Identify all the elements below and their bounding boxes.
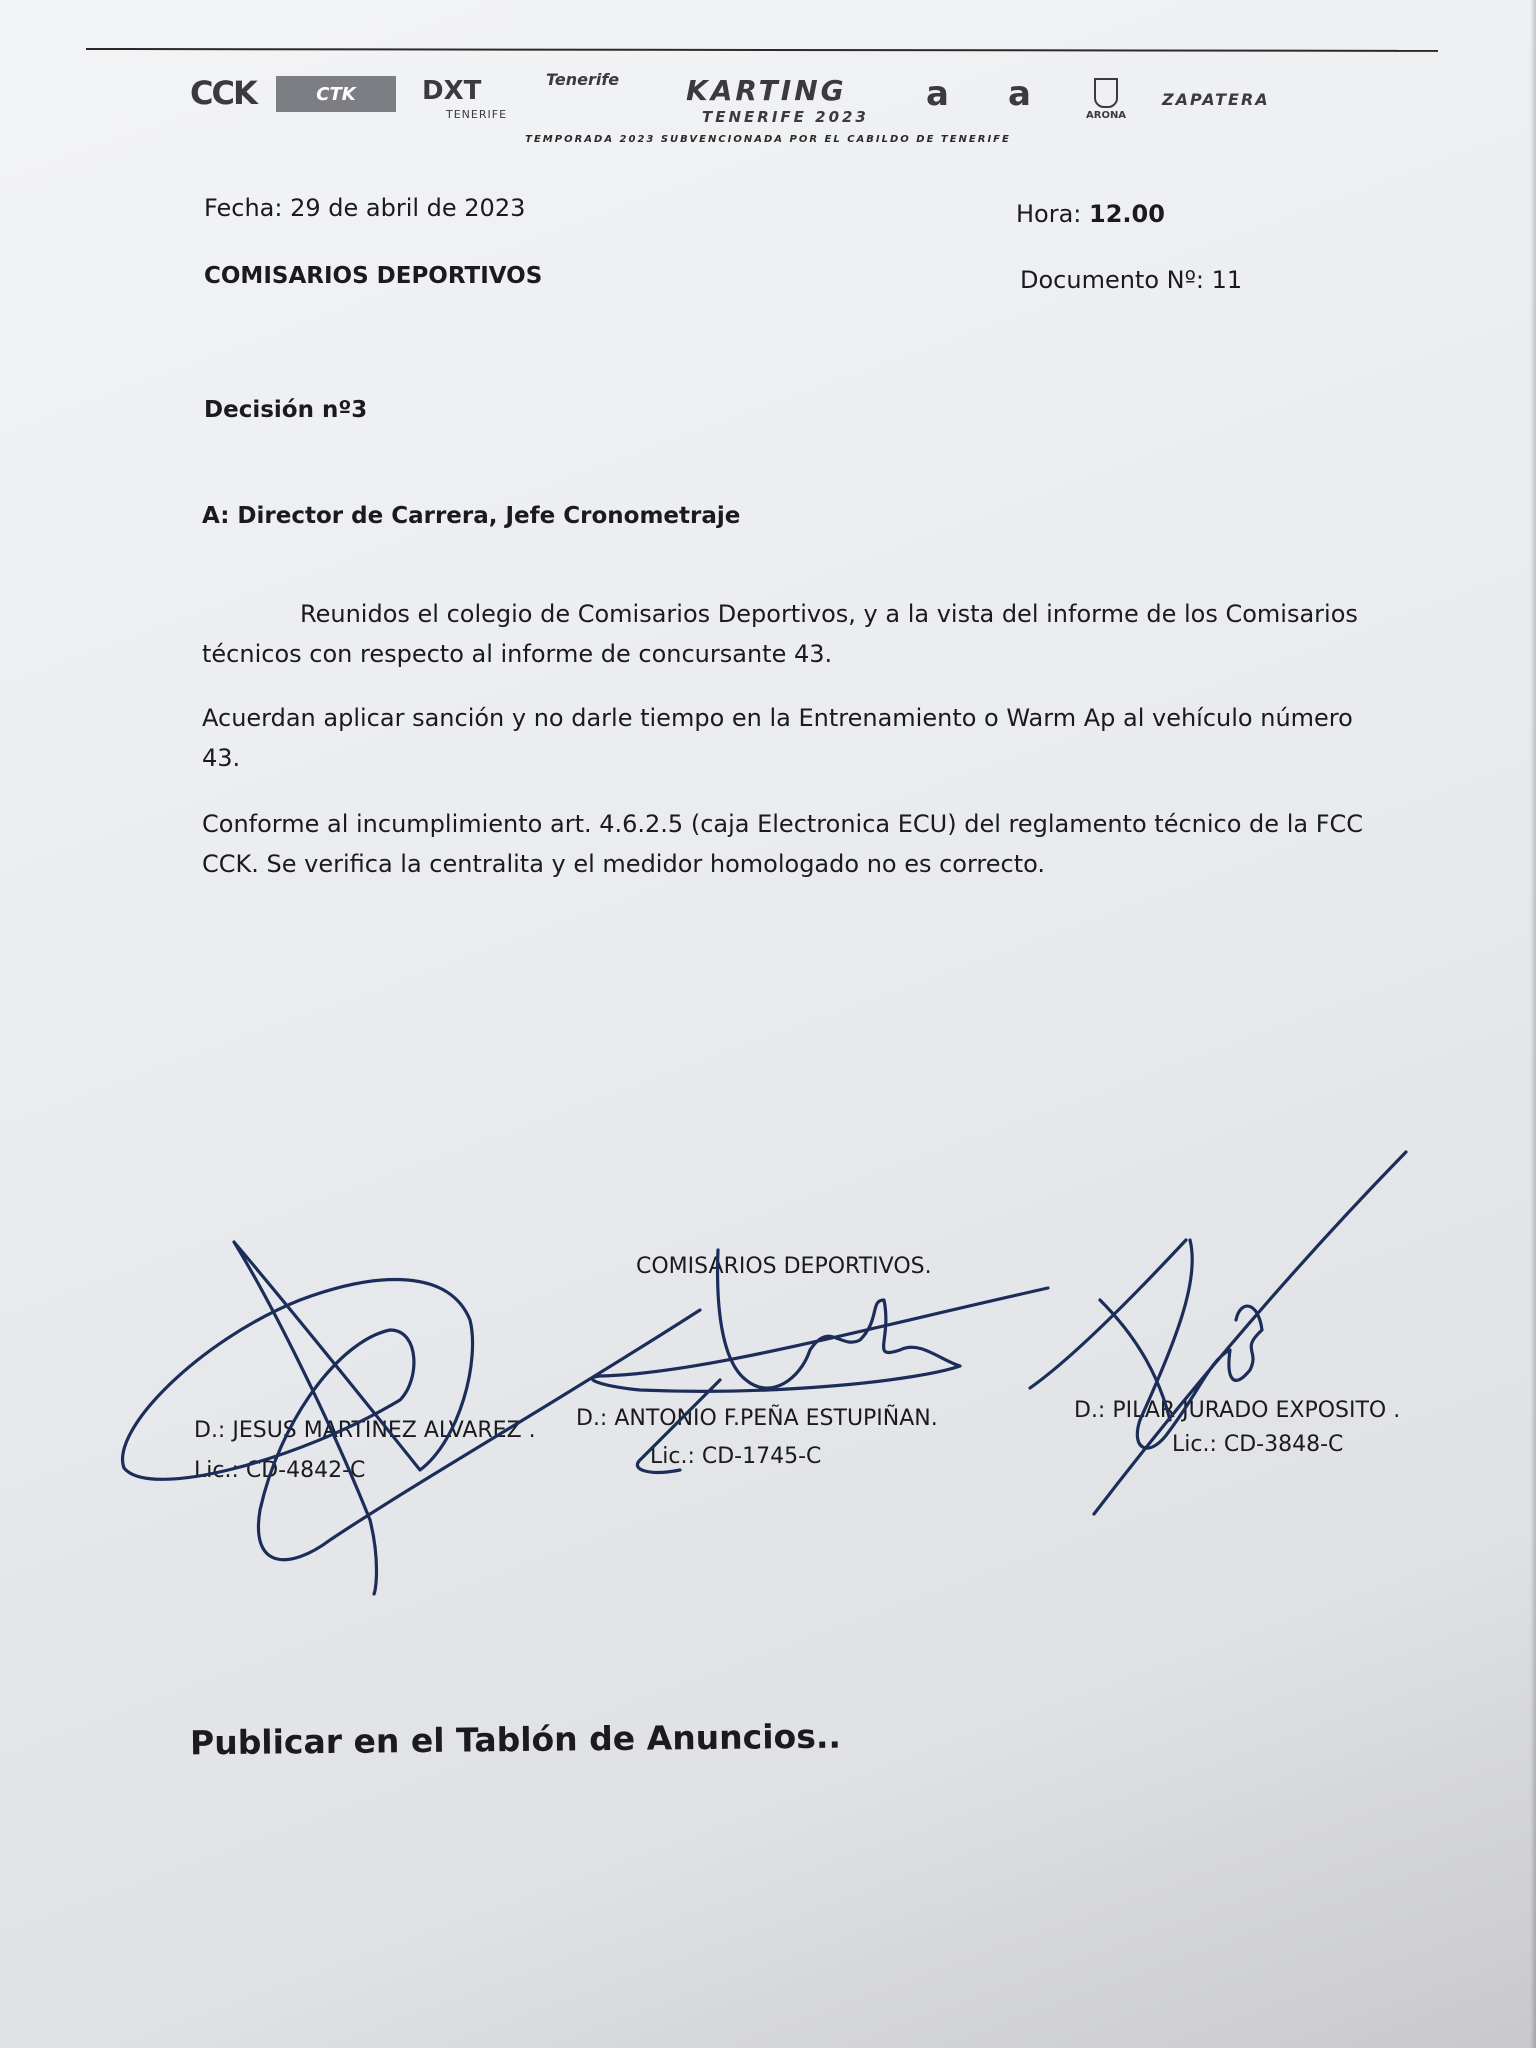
karting-logo-line2: TENERIFE 2023 xyxy=(702,108,869,126)
signatures-title: COMISARIOS DEPORTIVOS. xyxy=(636,1254,932,1279)
signer-1-name: D.: JESUS MARTINEZ ALVAREZ . xyxy=(194,1418,536,1443)
arona-logo xyxy=(1086,78,1126,121)
recipient-line: A: Director de Carrera, Jefe Cronometraje xyxy=(202,503,741,529)
time-value: 12.00 xyxy=(1089,200,1165,228)
signer-3-name: D.: PILAR JURADO EXPOSITO . xyxy=(1074,1398,1401,1423)
signer-3-license: Lic.: CD-3848-C xyxy=(1172,1432,1344,1457)
document-number: Documento Nº: 11 xyxy=(1020,266,1243,294)
arona-crest-icon xyxy=(1094,78,1118,108)
tenerife-logo: Tenerife xyxy=(546,70,620,89)
time-label: Hora: xyxy=(1016,200,1090,228)
karting-tenerife-logo xyxy=(686,74,869,130)
council-logo-2: a xyxy=(1008,74,1031,114)
document-time xyxy=(1016,194,1165,234)
paper-edge xyxy=(1530,0,1536,2048)
decision-title: Decisión nº3 xyxy=(204,397,368,423)
sponsor-logos xyxy=(190,68,1290,128)
paragraph-1: Reunidos el colegio de Comisarios Deportivos, y a la vista del informe de los Comisarios técnicos con respecto al informe de concursante 43. xyxy=(202,600,1358,668)
header-rule xyxy=(86,48,1438,52)
dxt-logo xyxy=(422,76,508,121)
zapatera-logo: ZAPATERA xyxy=(1162,90,1270,109)
department-heading: COMISARIOS DEPORTIVOS xyxy=(204,263,543,289)
signer-2-license: Lic.: CD-1745-C xyxy=(650,1444,822,1469)
arona-logo-text: ARONA xyxy=(1086,110,1127,121)
publication-notice: Publicar en el Tablón de Anuncios.. xyxy=(189,1716,842,1763)
council-logo-1: a xyxy=(926,74,949,114)
season-banner: TEMPORADA 2023 SUBVENCIONADA POR EL CABILDO DE TENERIFE xyxy=(525,134,1011,145)
signer-1-license: Lic.: CD-4842-C xyxy=(194,1458,366,1483)
paragraph-2: Acuerdan aplicar sanción y no darle tiempo en la Entrenamiento o Warm Ap al vehículo número 43. xyxy=(202,704,1353,772)
cck-logo: CCK xyxy=(190,74,256,112)
paragraph-3: Conforme al incumplimiento art. 4.6.2.5 (caja Electronica ECU) del reglamento técnico de la FCC CCK. Se verifica la centralita y el medidor homologado no es correcto. xyxy=(202,810,1364,878)
signer-2-name: D.: ANTONIO F.PEÑA ESTUPIÑAN. xyxy=(576,1406,938,1431)
dxt-logo-sub: TENERIFE xyxy=(446,108,508,121)
ctk-logo xyxy=(276,76,396,112)
document-date: Fecha: 29 de abril de 2023 xyxy=(204,194,526,222)
dxt-logo-text: DXT xyxy=(422,76,482,106)
ctk-logo-text: CTK xyxy=(316,83,356,105)
karting-logo-line1: KARTING xyxy=(686,74,847,107)
